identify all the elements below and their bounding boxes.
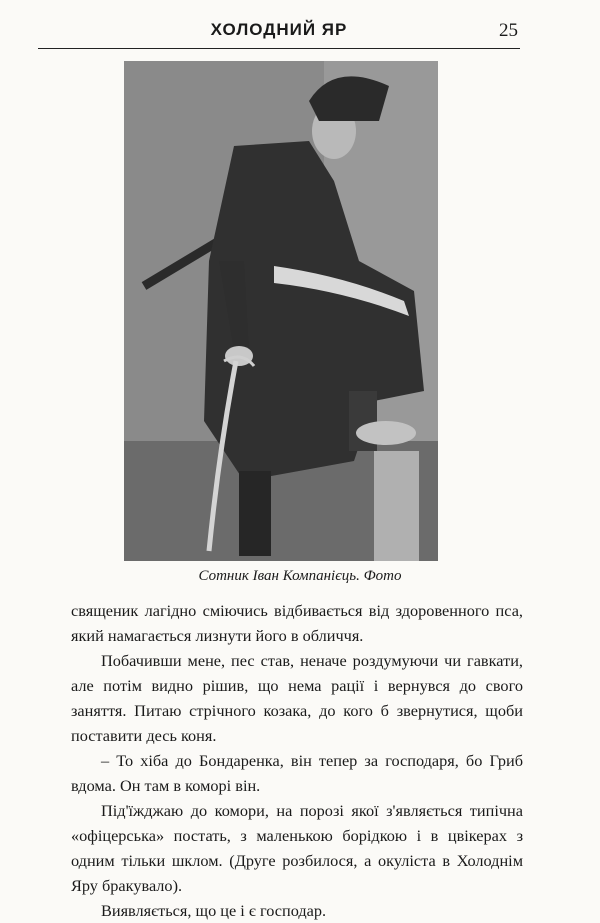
- paragraph: Під'їжджаю до комори, на порозі якої з'являється типічна «офіцерська» постать, з маленькою борідкою і в цвікерах з одним тільки шклом. (Друге розбилося, а окуліста в Холоднім Яру бракувало).: [71, 801, 523, 895]
- photo-caption: Сотник Іван Компанієць. Фото: [198, 568, 402, 584]
- cossack-portrait-illustration: [124, 61, 438, 561]
- portrait-photo: [124, 61, 438, 561]
- paragraph: священик лагідно сміючись відбивається від здоровенного пса, який намагається лизнути його в обличчя.: [71, 601, 523, 645]
- body-text: [71, 598, 523, 923]
- running-title: ХОЛОДНИЙ ЯР: [210, 20, 348, 39]
- page-number: 25: [499, 20, 518, 41]
- paragraph: Виявляється, що це і є господар.: [101, 901, 327, 920]
- paragraph: – То хіба до Бондаренка, він тепер за господаря, бо Гриб вдома. Он там в коморі він.: [71, 751, 523, 795]
- paragraph: Побачивши мене, пес став, неначе роздумуючи чи гавкати, але потім видно рішив, що нема рації і вернувся до свого заняття. Питаю стрічного козака, до кого б звернутися, щоби поставити десь коня.: [71, 651, 523, 745]
- running-header: [38, 18, 520, 49]
